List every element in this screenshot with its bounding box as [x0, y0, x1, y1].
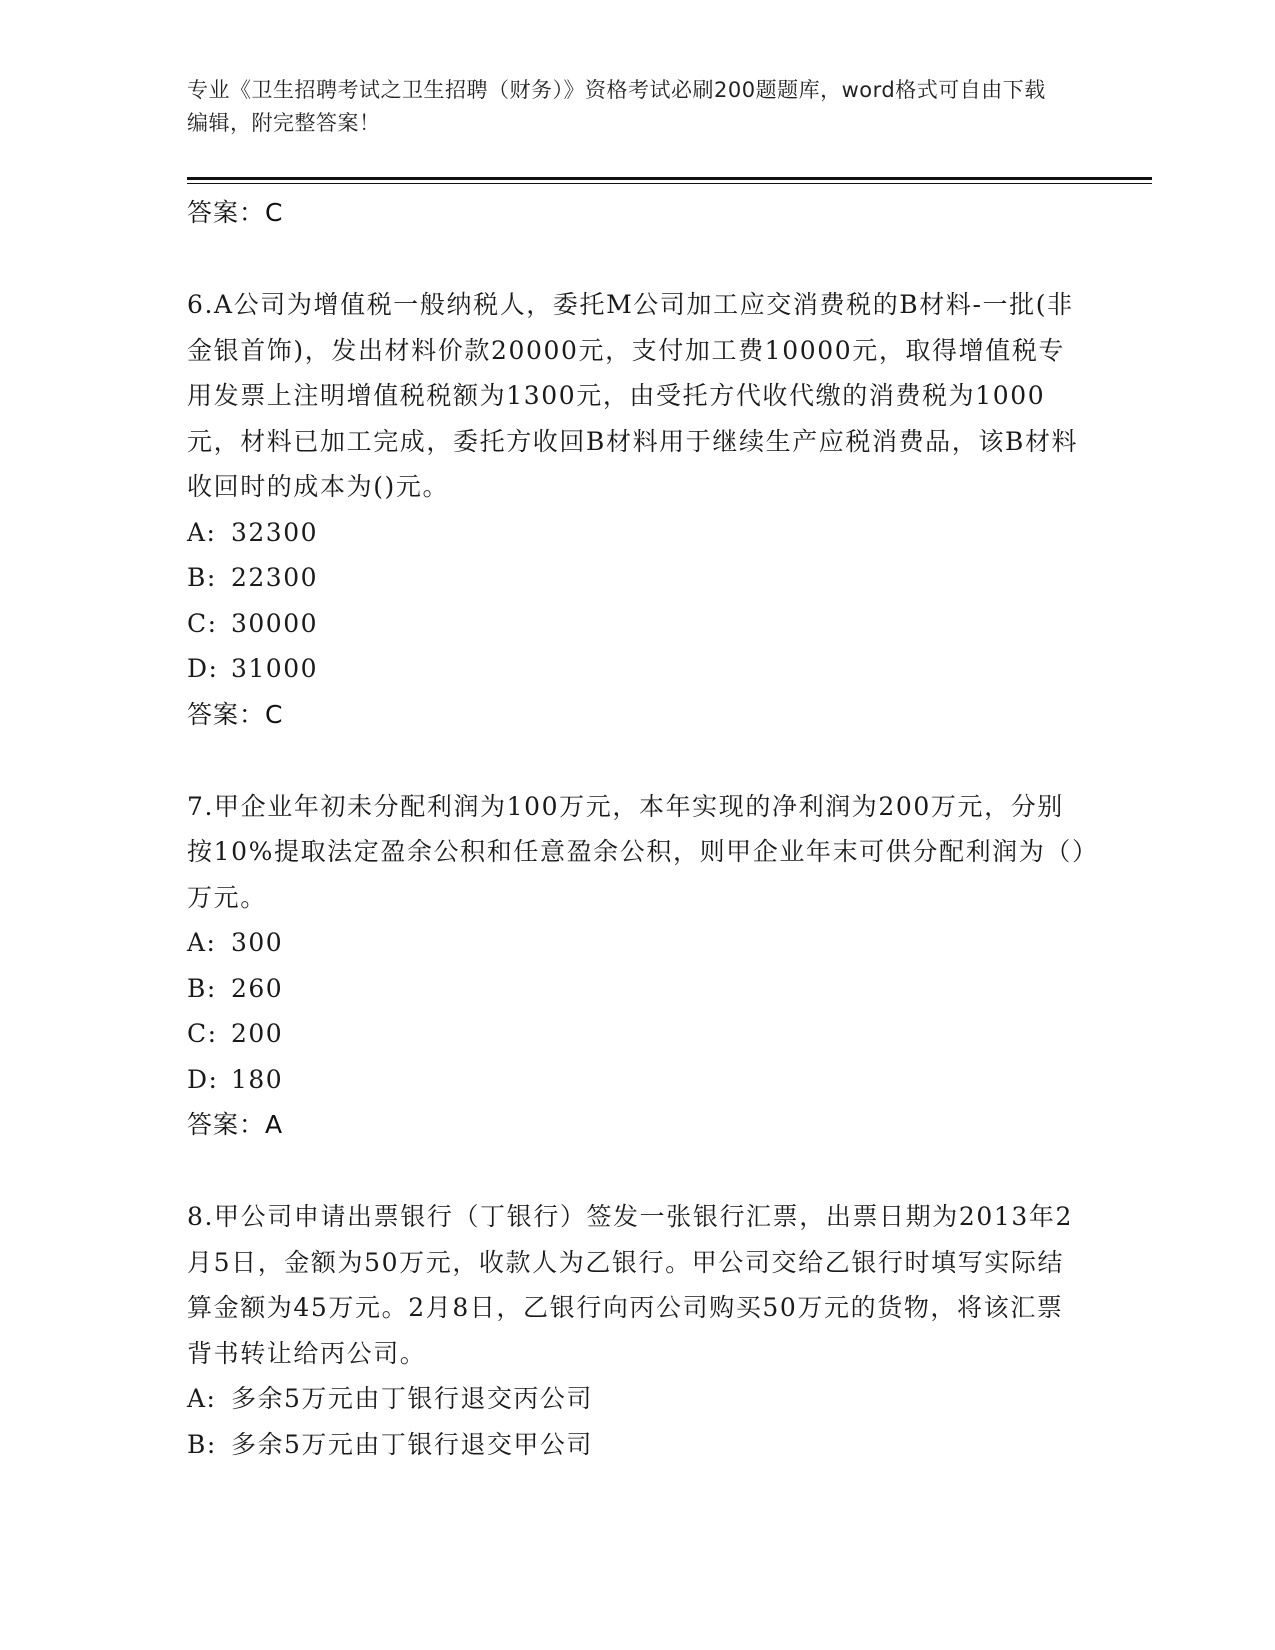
- option-text: 多余5万元由丁银行退交丙公司: [231, 1384, 593, 1413]
- option-b: [187, 1422, 1087, 1468]
- option-text: 30000: [231, 608, 319, 638]
- option-d: [187, 646, 1087, 692]
- question-text: 8.甲公司申请出票银行（丁银行）签发一张银行汇票，出票日期为2013年2月5日，金额为50万元，收款人为乙银行。甲公司交给乙银行时填写实际结算金额为45万元。2月8日，乙银行向丙公司购买50万元的货物，将该汇票背书转让给丙公司。: [187, 1202, 1073, 1368]
- question-block: [187, 282, 1087, 738]
- option-letter: A:: [187, 928, 217, 957]
- question-text: 7.甲企业年初未分配利润为100万元，本年实现的净利润为200万元，分别按10%提取法定盈余公积和任意盈余公积，则甲企业年末可供分配利润为（）万元。: [187, 791, 1087, 912]
- question-text: 6.A公司为增值税一般纳税人，委托M公司加工应交消费税的B材料-一批(非金银首饰)，发出材料价款20000元，支付加工费10000元，取得增值税专用发票上注明增值税税额为1300元，由受托方代收代缴的消费税为1000元，材料已加工完成，委托方收回B材料用于继续生产应税消费品，该B材料收回时的成本为()元。: [187, 290, 1079, 501]
- answer-label: 答案：C: [187, 198, 284, 227]
- option-letter: B:: [187, 563, 217, 592]
- question-block: [187, 784, 1087, 1149]
- option-text: 32300: [231, 517, 319, 547]
- option-letter: D:: [187, 654, 219, 683]
- question-block: [187, 1194, 1087, 1467]
- option-a: [187, 1376, 1087, 1422]
- option-text: 260: [231, 973, 284, 1003]
- option-text: 300: [231, 928, 284, 957]
- option-text: 多余5万元由丁银行退交甲公司: [231, 1429, 593, 1459]
- header-divider-thick: [187, 177, 1152, 180]
- header-divider-thin: [187, 183, 1152, 184]
- option-b: [187, 966, 1087, 1012]
- option-text: 180: [231, 1064, 284, 1094]
- option-text: 22300: [231, 563, 319, 592]
- option-letter: B:: [187, 1429, 217, 1459]
- option-a: [187, 510, 1087, 556]
- option-letter: C:: [187, 608, 218, 638]
- option-letter: A:: [187, 1384, 217, 1413]
- option-text: 200: [231, 1019, 284, 1048]
- option-letter: B:: [187, 973, 217, 1003]
- answer-label: 答案：C: [187, 699, 284, 729]
- option-b: [187, 555, 1087, 601]
- document-header-title: 专业《卫生招聘考试之卫生招聘（财务）》资格考试必刷200题题库，word格式可自由下载编辑，附完整答案！: [187, 78, 1046, 135]
- option-text: 31000: [231, 654, 319, 683]
- option-letter: A:: [187, 517, 217, 547]
- option-d: [187, 1057, 1087, 1103]
- option-letter: C:: [187, 1019, 218, 1048]
- option-c: [187, 601, 1087, 647]
- option-c: [187, 1011, 1087, 1057]
- answer-label: 答案：A: [187, 1110, 284, 1139]
- option-letter: D:: [187, 1064, 219, 1094]
- option-a: [187, 920, 1087, 966]
- document-body: [187, 190, 1087, 1467]
